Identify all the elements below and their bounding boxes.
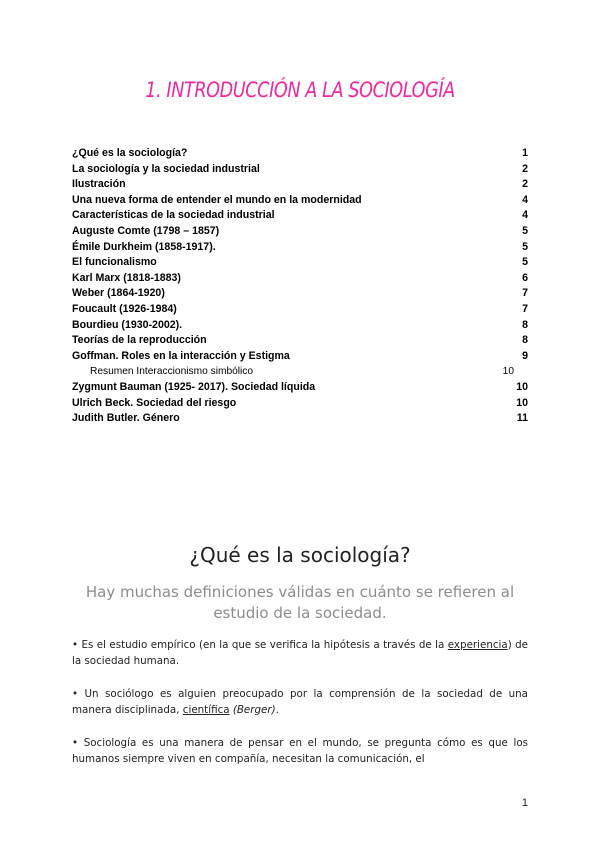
toc-entry[interactable] [72, 193, 528, 209]
underlined-term: experiencia [447, 639, 508, 651]
section-subtitle: Hay muchas definiciones válidas en cuánto se refieren al estudio de la sociedad. [85, 583, 515, 622]
toc-entry-label: Foucault (1926-1984) [72, 302, 177, 315]
toc-entry[interactable] [72, 380, 528, 396]
toc-entry-label: Weber (1864-1920) [72, 287, 165, 300]
bullet-text: • Sociología es una manera de pensar en el mundo, se pregunta cómo es que los humanos siempre viven en compañía, necesitan la comunicación, el [72, 737, 528, 765]
underlined-term: científica [182, 704, 230, 716]
toc-entry-page: 4 [522, 193, 528, 206]
toc-entry-page: 6 [522, 271, 528, 284]
document-title: 1. INTRODUCCIÓN A LA SOCIOLOGÍA [145, 78, 455, 102]
toc-entry[interactable] [72, 162, 528, 178]
toc-entry-label: Goffman. Roles en la interacción y Estigma [72, 349, 290, 362]
toc-subentry[interactable] [72, 364, 528, 380]
toc-entry-label: Características de la sociedad industrial [72, 209, 275, 222]
toc-entry[interactable] [72, 255, 528, 271]
toc-entry-page: 10 [516, 396, 528, 409]
toc-entry-page: 8 [522, 318, 528, 331]
toc-entry-page: 10 [516, 380, 528, 393]
toc-entry[interactable] [72, 224, 528, 240]
toc-entry-label: Auguste Comte (1798 – 1857) [72, 224, 220, 237]
toc-entry-label: El funcionalismo [72, 256, 157, 269]
toc-entry[interactable] [72, 302, 528, 318]
toc-entry-label: Ulrich Beck. Sociedad del riesgo [72, 396, 237, 409]
bullet-text: . [275, 704, 279, 716]
toc-entry-label: Teorías de la reproducción [72, 334, 207, 347]
toc-entry[interactable] [72, 240, 528, 256]
toc-entry[interactable] [72, 208, 528, 224]
toc-entry-label: Émile Durkheim (1858-1917). [72, 240, 216, 253]
toc-entry-label: ¿Qué es la sociología? [72, 147, 188, 159]
page-number: 1 [521, 797, 528, 809]
toc-entry-page: 7 [522, 302, 528, 315]
toc-entry[interactable] [72, 286, 528, 302]
bullet-paragraph [72, 686, 528, 718]
toc-entry-label: Judith Butler. Género [72, 412, 180, 425]
toc-entry-label: Bourdieu (1930-2002). [72, 318, 183, 331]
toc-entry[interactable] [72, 146, 528, 162]
toc-entry[interactable] [72, 396, 528, 412]
bullet-list [72, 637, 528, 784]
bullet-text: • Es el estudio empírico (en la que se verifica la hipótesis a través de la [72, 639, 448, 651]
toc-entry-page: 2 [522, 162, 528, 175]
toc-entry-label: Zygmunt Bauman (1925- 2017). Sociedad líquida [72, 380, 316, 393]
toc-entry-page: 5 [522, 256, 528, 269]
section-heading: ¿Qué es la sociología? [189, 543, 411, 567]
toc-entry-page: 11 [516, 412, 528, 425]
toc-entry-page: 4 [522, 209, 528, 222]
toc-entry-page: 8 [522, 334, 528, 347]
toc-entry-label: Karl Marx (1818-1883) [72, 271, 181, 284]
bullet-text: ) de la sociedad humana. [72, 639, 528, 667]
toc-entry-page: 1 [522, 147, 528, 159]
bullet-paragraph [72, 735, 528, 767]
toc-entry-page: 5 [522, 224, 528, 237]
toc-entry-page: 10 [502, 366, 514, 378]
toc-entry-label: Una nueva forma de entender el mundo en la modernidad [72, 193, 362, 206]
toc-entry-label: Resumen Interaccionismo simbólico [90, 366, 254, 378]
toc-entry[interactable] [72, 318, 528, 334]
toc-entry-page: 7 [522, 287, 528, 300]
toc-entry-label: Ilustración [72, 178, 126, 191]
bullet-text: • Un sociólogo es alguien preocupado por la comprensión de la sociedad de una manera disciplinada, [72, 688, 528, 716]
toc-entry-page: 2 [522, 178, 528, 191]
toc-entry-page: 9 [522, 349, 528, 362]
toc-entry[interactable] [72, 349, 528, 365]
toc-entry[interactable] [72, 271, 528, 287]
toc-entry[interactable] [72, 333, 528, 349]
toc-entry[interactable] [72, 411, 528, 427]
toc-entry-page: 5 [522, 240, 528, 253]
citation: (Berger) [229, 704, 276, 716]
table-of-contents [72, 146, 528, 427]
bullet-paragraph [72, 637, 528, 669]
toc-entry[interactable] [72, 177, 528, 193]
toc-entry-label: La sociología y la sociedad industrial [72, 162, 260, 175]
